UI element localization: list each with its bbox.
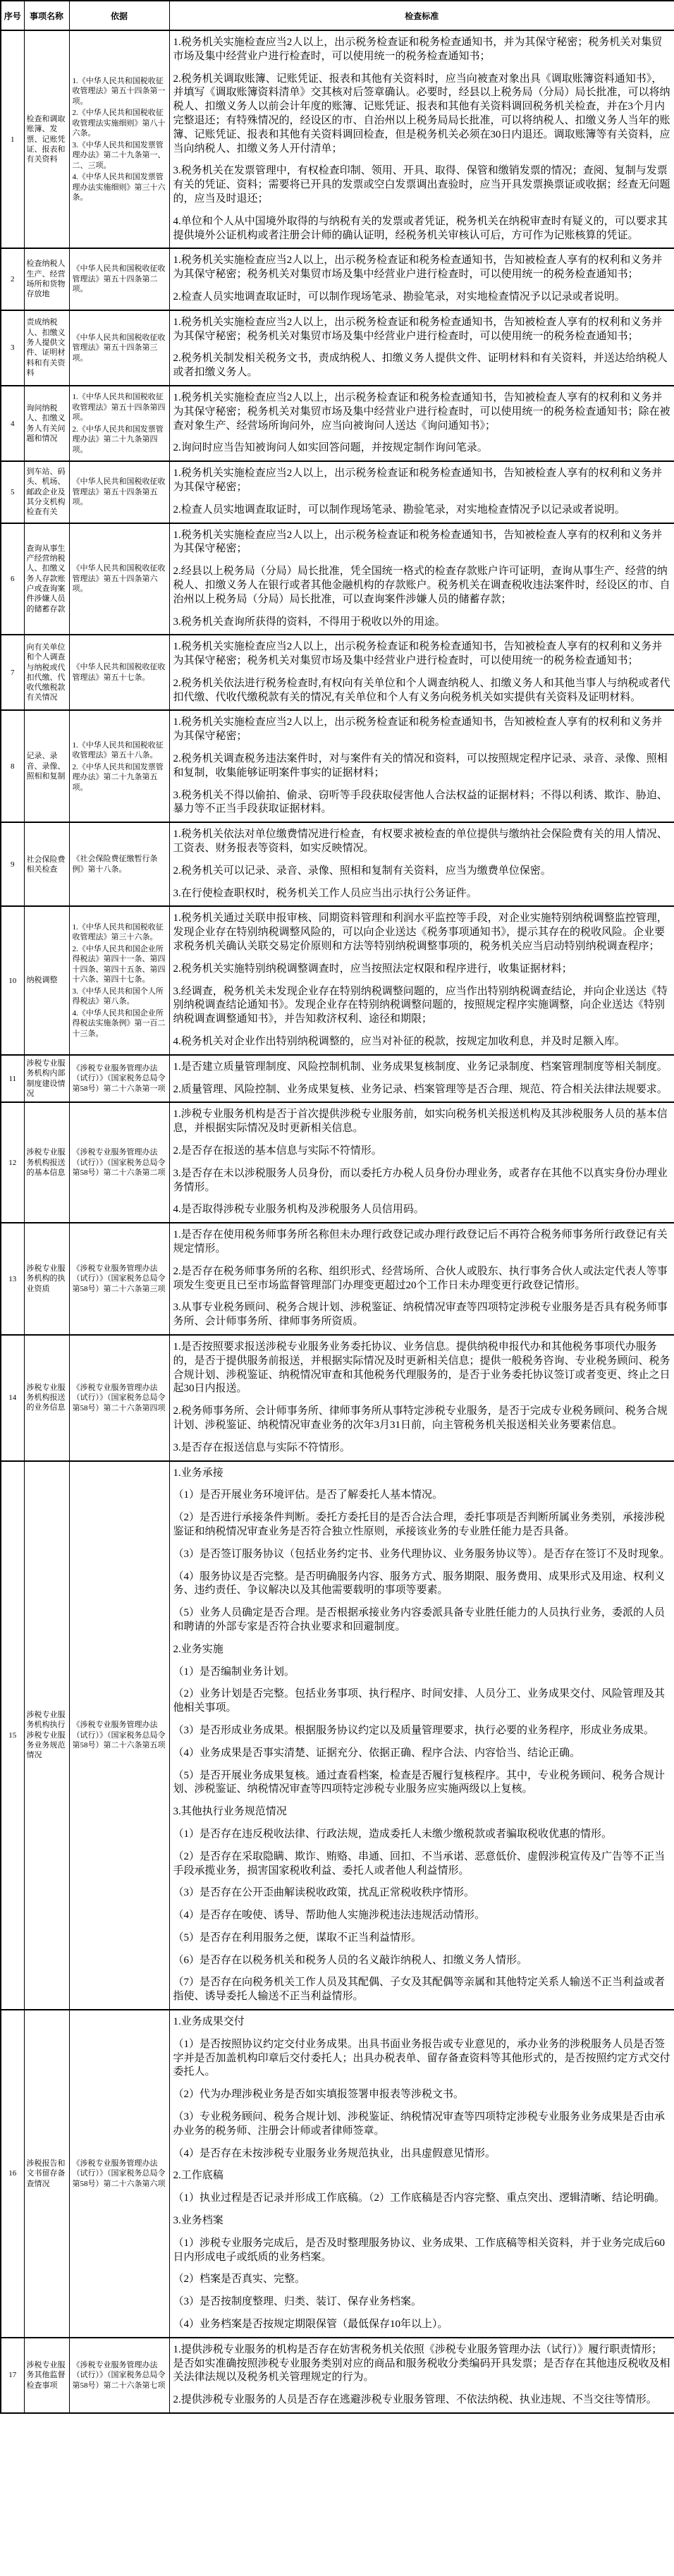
basis-cell xyxy=(69,523,169,635)
standard-cell xyxy=(169,822,674,906)
basis-cell xyxy=(69,1335,169,1461)
standard-paragraph: （3）是否按制度整理、归类、装订、保存业务档案。 xyxy=(173,2296,422,2308)
item-name-cell: 到车站、码头、机场、邮政企业及其分支机构检查有关 xyxy=(24,461,69,523)
item-name-cell: 涉税专业服务机构报送的基本信息 xyxy=(24,1102,69,1223)
basis-paragraph: 《中华人民共和国税收征收管理法》第五十七条。 xyxy=(72,663,166,682)
standard-paragraph: （1）是否开展业务环境评估。是否了解委托人基本情况。 xyxy=(173,1489,443,1501)
standard-paragraph: 3.业务档案 xyxy=(173,2215,223,2227)
standard-paragraph: 2.业务实施 xyxy=(173,1643,223,1655)
basis-cell xyxy=(69,822,169,906)
standard-paragraph: （1）是否编制业务计划。 xyxy=(173,1666,295,1678)
row-number-cell: 13 xyxy=(1,1223,24,1335)
basis-paragraph: 《中华人民共和国税收征收管理法》第五十四条第三项。 xyxy=(72,333,166,362)
basis-paragraph: 1.《中华人民共和国税收征收管理法》第三十六条。 xyxy=(72,922,164,942)
basis-cell xyxy=(69,461,169,523)
row-number-cell: 5 xyxy=(1,461,24,523)
basis-cell xyxy=(69,248,169,310)
table-row xyxy=(1,906,674,1054)
basis-paragraph: 2.《中华人民共和国发票管理办法》第二十九条第四项。 xyxy=(72,425,164,454)
standard-paragraph: （2）代为办理涉税业务是否如实填报签署申报表等涉税文书。 xyxy=(173,2089,465,2101)
standard-paragraph: 1.税务机关通过关联申报审核、同期资料管理和利润水平监控等手段，对企业实施特别纳税调整监控管理，发现企业存在特别纳税调整风险的，可以向企业送达《税务事项通知书》，提示其存在的税收风险。企业要求税务机关确认关联交易定价原则和方法等特别纳税调整事项的，税务机关应当启动特别纳税调查程序； xyxy=(173,912,668,953)
header-row xyxy=(1,1,674,30)
header-item-name: 事项名称 xyxy=(24,1,69,30)
standard-paragraph: 2.税务机关实施特别纳税调整调查时，应当按照法定权限和程序进行，收集证据材料； xyxy=(173,963,572,975)
standard-paragraph: 1.税务机关实施检查应当2人以上，出示税务检查证和税务检查通知书，告知被检查人享有的权利和义务并为其保守秘密； xyxy=(173,716,663,743)
standard-paragraph: 3.税务机关查询所获得的资料，不得用于税收以外的用途。 xyxy=(173,616,446,628)
basis-cell xyxy=(69,2338,169,2413)
standard-paragraph: （2）档案是否真实、完整。 xyxy=(173,2273,306,2285)
basis-paragraph: 《中华人民共和国税收征收管理法》第五十四条第二项。 xyxy=(72,264,166,294)
row-number-cell: 11 xyxy=(1,1055,24,1103)
item-name-cell: 社会保险费相关检查 xyxy=(24,822,69,906)
table-row xyxy=(1,635,674,710)
item-name-cell: 检查和调取账簿、发票、记账凭证、报表和有关资料 xyxy=(24,30,69,248)
basis-paragraph: 4.《中华人民共和国企业所得税法实施条例》第一百二十三条。 xyxy=(72,1008,166,1038)
table-row xyxy=(1,386,674,461)
standard-cell xyxy=(169,906,674,1054)
basis-cell xyxy=(69,1461,169,2010)
standard-paragraph: （1）是否存在违反税收法律、行政法规，造成委托人未缴少缴税款或者骗取税收优惠的情形。 xyxy=(173,1828,613,1840)
item-name-cell: 涉税专业服务机构的执业资质 xyxy=(24,1223,69,1335)
standard-paragraph: 3.是否存在报送信息与实际不符情形。 xyxy=(173,1441,350,1453)
standard-cell xyxy=(169,523,674,635)
basis-cell xyxy=(69,1055,169,1103)
standard-paragraph: （2）是否进行承接条件判断。委托方委托目的是否合法合理，委托事项是否判断所属业务类别，承接涉税鉴证和纳税情况审查业务是否符合独立性原则，承接该业务的专业胜任能力是否具备。 xyxy=(173,1512,666,1537)
basis-paragraph: 1.《中华人民共和国税收征收管理法》第五十四条第一项。 xyxy=(72,76,166,106)
table-row xyxy=(1,2338,674,2413)
standard-paragraph: 1.税务机关实施检查应当2人以上，出示税务检查证和税务检查通知书，告知被检查人享有的权利和义务并为其保守秘密；税务机关对集贸市场及集中经营业户进行检查时，可以使用统一的税务检查通知书； xyxy=(173,316,663,342)
table-row xyxy=(1,248,674,310)
basis-paragraph: 《中华人民共和国税收征收管理法》第五十四条第五项。 xyxy=(72,477,166,507)
basis-paragraph: 1.《中华人民共和国税收征收管理法》第五十八条。 xyxy=(72,740,164,760)
basis-paragraph: 1.《中华人民共和国税收征收管理法》第五十四条第四项。 xyxy=(72,392,166,422)
basis-cell xyxy=(69,710,169,822)
standard-cell xyxy=(169,461,674,523)
standard-paragraph: 4.单位和个人从中国境外取得的与纳税有关的发票或者凭证，税务机关在纳税审查时有疑义的，可以要求其提供境外公证机构或者注册会计师的确认证明，经税务机关审核认可后，方可作为记账核算的凭证。 xyxy=(173,215,668,241)
standard-paragraph: 3.税务机关在发票管理中，有权检查印制、领用、开具、取得、保管和缴销发票的情况；查阅、复制与发票有关的凭证、资料；需要将已开具的发票或空白发票调出查验时，应当开具发票换票证或收据；经查无问题的，应当及时退还； xyxy=(173,165,670,205)
standard-paragraph: 2.税务机关制发相关税务文书，责成纳税人、扣缴义务人提供文件、证明材料和有关资料，并送达给纳税人或者扣缴义务人。 xyxy=(173,353,668,379)
standard-paragraph: 2.是否存在税务师事务所的名称、组织形式、经营场所、合伙人或股东、执行事务合伙人或法定代表人等事项发生变更且已至市场监督管理部门办理变更超过20个工作日未办理变更行政登记情形。 xyxy=(173,1265,668,1291)
table-row xyxy=(1,1461,674,2010)
standard-paragraph: （6）是否存在以税务机关和税务人员的名义敲诈纳税人、扣缴义务人情形。 xyxy=(173,1954,528,1966)
basis-paragraph: 《涉税专业服务管理办法（试行）》（国家税务总局令第58号）第二十六条第四项 xyxy=(72,1383,166,1412)
basis-cell xyxy=(69,310,169,386)
standard-paragraph: （3）专业税务顾问、税务合规计划、涉税鉴证、纳税情况审查等四项特定涉税专业服务业务成果是否由承办业务的税务师、注册会计师或者律师签章。 xyxy=(173,2111,666,2137)
standard-paragraph: （3）是否签订服务协议（包括业务约定书、业务代理协议、业务服务协议等）。是否存在签订不及时现象。 xyxy=(173,1548,670,1560)
standard-paragraph: 1.提供涉税专业服务的机构是否存在妨害税务机关依照《涉税专业服务管理办法（试行）》履行职责情形；是否如实准确按照涉税专业服务类别对应的商品和服务税收分类编码开具发票；是否存在其他违反税收及相关法律法规以及税务机关管理规定的行为。 xyxy=(173,2343,670,2383)
standard-paragraph: 2.税务师事务所、会计师事务所、律师事务所从事特定涉税专业服务，是否于完成专业税务顾问、税务合规计划、涉税鉴证、纳税情况审查业务的次年3月31日前，向主管税务机关报送相关业务要素信息。 xyxy=(173,1405,668,1431)
standard-paragraph: （1）涉税专业服务完成后，是否及时整理服务协议、业务成果、工作底稿等相关资料，并于业务完成后60日内形成电子或纸质的业务档案。 xyxy=(173,2237,666,2263)
item-name-cell: 涉税专业服务机构报送的业务信息 xyxy=(24,1335,69,1461)
item-name-cell: 查询从事生产经营纳税人、扣缴义务人存款账户或查询案件涉嫌人员的储蓄存款 xyxy=(24,523,69,635)
standard-paragraph: 2.提供涉税专业服务的人员是否存在逃避涉税专业服务管理、不依法纳税、执业违规、不当交往等情形。 xyxy=(173,2394,657,2406)
item-name-cell: 询问纳税人、扣缴义务人有关问题和情况 xyxy=(24,386,69,461)
standard-paragraph: 1.税务机关实施检查应当2人以上，出示税务检查证和税务检查通知书，告知被检查人享有的权利和义务并为其保守秘密；税务机关对集贸市场及集中经营业户进行检查时，可以使用统一的税务检查通知书； xyxy=(173,641,663,667)
standard-cell xyxy=(169,1055,674,1103)
basis-paragraph: 3.《中华人民共和国发票管理办法》第二十九条第一、二、三项。 xyxy=(72,140,166,170)
table-row xyxy=(1,1102,674,1223)
standard-cell xyxy=(169,386,674,461)
basis-cell xyxy=(69,1102,169,1223)
standard-cell xyxy=(169,1461,674,2010)
standard-paragraph: 2.税务机关调查税务违法案件时，对与案件有关的情况和资料，可以按照规定程序记录、录音、录像、照相和复制，收集能够证明案件事实的证据材料； xyxy=(173,753,668,779)
standard-paragraph: 1.税务机关实施检查应当2人以上，出示税务检查证和税务检查通知书，并为其保守秘密；税务机关对集贸市场及集中经营业户进行检查时，可以使用统一的税务检查通知书； xyxy=(173,37,663,62)
row-number-cell: 7 xyxy=(1,635,24,710)
item-name-cell: 涉税报告和文书留存备查情况 xyxy=(24,2010,69,2338)
standard-paragraph: 2.质量管理、风险控制、业务成果复核、业务记录、档案管理等是否合理、规范、符合相关法律法规要求。 xyxy=(173,1083,668,1095)
item-name-cell: 涉税专业服务机构执行涉税专业服务业务规范情况 xyxy=(24,1461,69,2010)
standard-paragraph: （7）是否存在向税务机关工作人员及其配偶、子女及其配偶等亲属和其他特定关系人输送不正当利益或者指使、诱导委托人输送不正当利益情形。 xyxy=(173,1977,666,2003)
standard-paragraph: （5）是否开展业务成果复核。通过查看档案，检查是否履行复核程序。其中，专业税务顾问、税务合规计划、涉税鉴证、纳税情况审查等四项特定涉税专业服务应实施两级以上复核。 xyxy=(173,1769,666,1795)
item-name-cell: 责成纳税人、扣缴义务人提供文件、证明材料和有关资料 xyxy=(24,310,69,386)
standard-paragraph: 2.工作底稿 xyxy=(173,2170,223,2182)
standard-paragraph: 4.是否取得涉税专业服务机构及涉税服务人员信用码。 xyxy=(173,1204,424,1216)
standard-paragraph: 2.税务机关可以记录、录音、录像、照相和复制有关资料，应当为缴费单位保密。 xyxy=(173,865,551,877)
standard-paragraph: （4）业务档案是否按规定期限保管（最低保存10年以上）。 xyxy=(173,2319,448,2331)
standard-paragraph: 4.税务机关对企业作出特别纳税调整的，应当对补征的税款，按规定加收利息，并及时足额入库。 xyxy=(173,1036,625,1048)
standard-paragraph: （4）业务成果是否事实清楚、证据充分、依据正确、程序合法、内容恰当、结论正确。 xyxy=(173,1747,581,1759)
standard-paragraph: （1）执业过程是否记录并形成工作底稿。（2）工作底稿是否内容完整、重点突出、逻辑清晰、结论明确。 xyxy=(173,2192,666,2204)
standard-paragraph: 1.涉税专业服务机构是否于首次提供涉税专业服务前，如实向税务机关报送机构及其涉税服务人员的基本信息，并根据实际情况及时更新相关信息。 xyxy=(173,1109,668,1135)
standard-paragraph: （4）是否存在唆使、诱导、帮助他人实施涉税违法违规活动情形。 xyxy=(173,1910,486,1922)
table-row xyxy=(1,1055,674,1103)
basis-cell xyxy=(69,635,169,710)
standard-paragraph: 2.经县以上税务局（分局）局长批准，凭全国统一格式的检查存款账户许可证明，查询从事生产、经营的纳税人、扣缴义务人在银行或者其他金融机构的存款账户。税务机关在调查税收违法案件时，经设区的市、自治州以上税务局（分局）局长批准，可以查询案件涉嫌人员的储蓄存款； xyxy=(173,566,670,605)
standard-paragraph: （3）是否存在公开歪曲解读税收政策，扰乱正常税收秩序情形。 xyxy=(173,1887,475,1899)
standard-paragraph: 3.经调查，税务机关未发现企业存在特别纳税调整问题的，应当作出特别纳税调查结论，并向企业送达《特别纳税调查结论通知书》。发现企业存在特别纳税调整问题的，按照规定程序实施调整，向企业送达《特别纳税调查调整通知书》，并告知救济权利、途径和期限； xyxy=(173,985,668,1025)
item-name-cell: 记录、录音、录像、照相和复制 xyxy=(24,710,69,822)
table-row xyxy=(1,30,674,248)
table-row xyxy=(1,1335,674,1461)
standard-paragraph: 3.是否存在未以涉税服务人员身份，而以委托方办税人员身份办理业务，或者存在其他不以真实身份办理业务情形。 xyxy=(173,1167,668,1193)
standard-paragraph: 1.税务机关依法对单位缴费情况进行检查，有权要求被检查的单位提供与缴纳社会保险费有关的用人情况、工资表、财务报表等资料，如实反映情况。 xyxy=(173,829,668,855)
table-row xyxy=(1,461,674,523)
standard-paragraph: 2.税务机关调取账簿、记账凭证、报表和其他有关资料时，应当向被查对象出具《调取账簿资料通知书》，并填写《调取账簿资料清单》交其核对后签章确认。必要时，经县以上税务局（分局）局长批准，可以将纳税人、扣缴义务人以前会计年度的账簿、记账凭证、报表和其他有关资料调回税务机关检查，并在3个月内完整退还；有特殊情况的，经设区的市、自治州以上税务局局长批准，可以将纳税人、扣缴义务人当年的账簿、记账凭证、报表和其他有关资料调回检查，但是税务机关必须在30日内退还。调取账簿等有关资料，应当向纳税人、扣缴义务人开付清单； xyxy=(173,73,670,154)
standard-paragraph: （1）是否按照协议约定交付业务成果。出具书面业务报告或专业意见的，承办业务的涉税服务人员是否签字并是否加盖机构印章后交付委托人；出具办税表单、留存备查资料等其他形式的，是否按照约定方式交付委托人。 xyxy=(173,2038,670,2078)
row-number-cell: 15 xyxy=(1,1461,24,2010)
standard-paragraph: 1.业务承接 xyxy=(173,1467,223,1479)
standard-paragraph: 1.税务机关实施检查应当2人以上，出示税务检查证和税务检查通知书，告知被检查人享有的权利和义务并为其保守秘密； xyxy=(173,468,663,493)
row-number-cell: 9 xyxy=(1,822,24,906)
standard-paragraph: 1.税务机关实施检查应当2人以上，出示税务检查证和税务检查通知书，告知被检查人享有的权利和义务并为其保守秘密；税务机关对集贸市场及集中经营业户进行检查时，可以使用统一的税务检查通知书； xyxy=(173,255,663,281)
header-basis: 依据 xyxy=(69,1,169,30)
standard-cell xyxy=(169,710,674,822)
basis-paragraph: 《涉税专业服务管理办法（试行）》（国家税务总局令第58号）第二十六条第五项 xyxy=(72,1721,166,1750)
basis-cell xyxy=(69,1223,169,1335)
row-number-cell: 6 xyxy=(1,523,24,635)
table-header xyxy=(1,1,674,30)
row-number-cell: 8 xyxy=(1,710,24,822)
standard-paragraph: 2.检查人员实地调查取证时，可以制作现场笔录、勘验笔录，对实地检查情况予以记录或者说明。 xyxy=(173,291,625,303)
item-name-cell: 涉税专业服务机构内部制度建设情况 xyxy=(24,1055,69,1103)
standard-paragraph: 3.在行使检查职权时，税务机关工作人员应当出示执行公务证件。 xyxy=(173,887,477,899)
table-body xyxy=(1,30,674,2413)
standard-paragraph: （3）是否形成业务成果。根据服务协议约定以及质量管理要求，执行必要的业务程序，形成业务成果。 xyxy=(173,1724,655,1736)
basis-cell xyxy=(69,2010,169,2338)
standard-cell xyxy=(169,635,674,710)
table-row xyxy=(1,523,674,635)
standard-paragraph: 1.是否存在使用税务师事务所名称但未办理行政登记或办理行政登记后不再符合税务师事务所行政登记有关规定情形。 xyxy=(173,1229,668,1255)
row-number-cell: 12 xyxy=(1,1102,24,1223)
table-row xyxy=(1,710,674,822)
standard-paragraph: 3.其他执行业务规范情况 xyxy=(173,1806,287,1818)
standard-paragraph: 2.是否存在报送的基本信息与实际不符情形。 xyxy=(173,1145,382,1157)
row-number-cell: 1 xyxy=(1,30,24,248)
standard-cell xyxy=(169,1223,674,1335)
basis-paragraph: 《涉税专业服务管理办法（试行）》（国家税务总局令第58号）第二十六条第二项 xyxy=(72,1148,166,1178)
standard-cell xyxy=(169,2010,674,2338)
standard-cell xyxy=(169,248,674,310)
standard-paragraph: （4）是否存在未按涉税专业服务业务规范执业，出具虚假意见情形。 xyxy=(173,2147,496,2159)
row-number-cell: 16 xyxy=(1,2010,24,2338)
basis-paragraph: 《涉税专业服务管理办法（试行）》（国家税务总局令第58号）第二十六条第三项 xyxy=(72,1264,166,1293)
standard-paragraph: 1.税务机关实施检查应当2人以上，出示税务检查证和税务检查通知书，告知被检查人享有的权利和义务并为其保守秘密； xyxy=(173,529,663,555)
item-name-cell: 向有关单位和个人调查与纳税或代扣代缴、代收代缴税款有关情况 xyxy=(24,635,69,710)
standard-paragraph: 1.是否按照要求报送涉税专业服务业务委托协议、业务信息。提供纳税申报代办和其他税务事项代办服务的，是否于提供服务前报送，并根据实际情况及时更新相关信息；提供一般税务咨询、专业税务顾问、税务合规计划、涉税鉴证、纳税情况审查和其他税务代理服务的，是否于业务委托协议签订或者变更、终止之日起30日内报送。 xyxy=(173,1341,670,1395)
standard-cell xyxy=(169,2338,674,2413)
standard-paragraph: （5）业务人员确定是否合理。是否根据承接业务内容委派具备专业胜任能力的人员执行业务，委派的人员和聘请的外部专家是否符合执业要求和回避制度。 xyxy=(173,1607,666,1632)
standard-paragraph: 2.询问时应当告知被询问人如实回答问题，并按规定制作询问笔录。 xyxy=(173,442,488,454)
table-row xyxy=(1,1223,674,1335)
standard-paragraph: 3.从事专业税务顾问、税务合规计划、涉税鉴证、纳税情况审查等四项特定涉税专业服务是否具有税务师事务所、会计师事务所、律师事务所资质。 xyxy=(173,1302,668,1328)
basis-cell xyxy=(69,386,169,461)
row-number-cell: 14 xyxy=(1,1335,24,1461)
standard-paragraph: （2）业务计划是否完整。包括业务事项、执行程序、时间安排、人员分工、业务成果交付、风险管理及其他相关事项。 xyxy=(173,1688,666,1714)
table-row xyxy=(1,822,674,906)
table-row xyxy=(1,2010,674,2338)
standard-paragraph: （2）是否存在采取隐瞒、欺诈、贿赂、串通、回扣、不当承诺、恶意低价、虚假涉税宣传及广告等不正当手段承揽业务，损害国家税收利益、委托人或者他人利益情形。 xyxy=(173,1850,666,1876)
basis-paragraph: 《涉税专业服务管理办法（试行）》（国家税务总局令第58号）第二十六条第六项 xyxy=(72,2159,166,2188)
table-row xyxy=(1,310,674,386)
basis-paragraph: 《涉税专业服务管理办法（试行）》（国家税务总局令第58号）第二十六条第七项 xyxy=(72,2360,166,2390)
basis-cell xyxy=(69,906,169,1054)
row-number-cell: 17 xyxy=(1,2338,24,2413)
standard-cell xyxy=(169,30,674,248)
basis-paragraph: 《中华人民共和国税收征收管理法》第五十四条第六项。 xyxy=(72,564,166,594)
standard-paragraph: （5）是否存在利用服务之便，谋取不正当利益情形。 xyxy=(173,1931,422,1943)
standard-cell xyxy=(169,310,674,386)
basis-cell xyxy=(69,30,169,248)
basis-paragraph: 《涉税专业服务管理办法（试行）》（国家税务总局令第58号）第二十六条第一项 xyxy=(72,1063,166,1093)
item-name-cell: 检查纳税人生产、经营场所和货物存放地 xyxy=(24,248,69,310)
row-number-cell: 4 xyxy=(1,386,24,461)
standard-paragraph: 1.税务机关实施检查应当2人以上，出示税务检查证和税务检查通知书，告知被检查人享有的权利和义务并为其保守秘密；税务机关对集贸市场及集中经营业户进行检查时，可以使用统一的税务检查通知书；除在被查对象生产、经营场所询问外，应当向被询问人送达《询问通知书》； xyxy=(173,391,670,432)
basis-paragraph: 《社会保险费征缴暂行条例》第十八条。 xyxy=(72,855,158,874)
standard-paragraph: 1.业务成果交付 xyxy=(173,2016,245,2028)
standard-cell xyxy=(169,1102,674,1223)
row-number-cell: 3 xyxy=(1,310,24,386)
basis-paragraph: 2.《中华人民共和国发票管理办法》第二十九条第五项。 xyxy=(72,762,164,792)
basis-paragraph: 2.《中华人民共和国税收征收管理法实施细则》第八十六条。 xyxy=(72,109,166,138)
header-standard: 检查标准 xyxy=(169,1,674,30)
standard-paragraph: 3.税务机关不得以偷拍、偷录、窃听等手段获取侵害他人合法权益的证据材料；不得以利诱、欺诈、胁迫、暴力等不正当手段获取证据材料。 xyxy=(173,789,668,815)
header-no: 序号 xyxy=(1,1,24,30)
standard-paragraph: 2.检查人员实地调查取证时，可以制作现场笔录、勘验笔录，对实地检查情况予以记录或者说明。 xyxy=(173,503,625,515)
basis-paragraph: 3.《中华人民共和国个人所得税法》第八条。 xyxy=(72,987,164,1006)
basis-paragraph: 4.《中华人民共和国发票管理办法实施细则》第三十六条。 xyxy=(72,173,166,202)
standard-cell xyxy=(169,1335,674,1461)
basis-paragraph: 2.《中华人民共和国企业所得税法》第四十一条、第四十四条、第四十五条、第四十六条、第四十七条。 xyxy=(72,944,166,984)
item-name-cell: 纳税调整 xyxy=(24,906,69,1054)
standard-paragraph: 1.是否建立质量管理制度、风险控制机制、业务成果复核制度、业务记录制度、档案管理制度等相关制度。 xyxy=(173,1061,668,1073)
item-name-cell: 涉税专业服务其他监督检查事项 xyxy=(24,2338,69,2413)
standard-paragraph: （4）服务协议是否完整。是否明确服务内容、服务方式、服务期限、服务费用、成果形式及用途、权利义务、违约责任、争议解决以及其他需要载明的事项等要素。 xyxy=(173,1570,666,1597)
row-number-cell: 10 xyxy=(1,906,24,1054)
row-number-cell: 2 xyxy=(1,248,24,310)
standard-paragraph: 2.税务机关依法进行税务检查时,有权向有关单位和个人调查纳税人、扣缴义务人和其他当事人与纳税或者代扣代缴、代收代缴税款有关的情况,有关单位和个人有义务向税务机关如实提供有关资料及证明材料。 xyxy=(173,677,670,703)
